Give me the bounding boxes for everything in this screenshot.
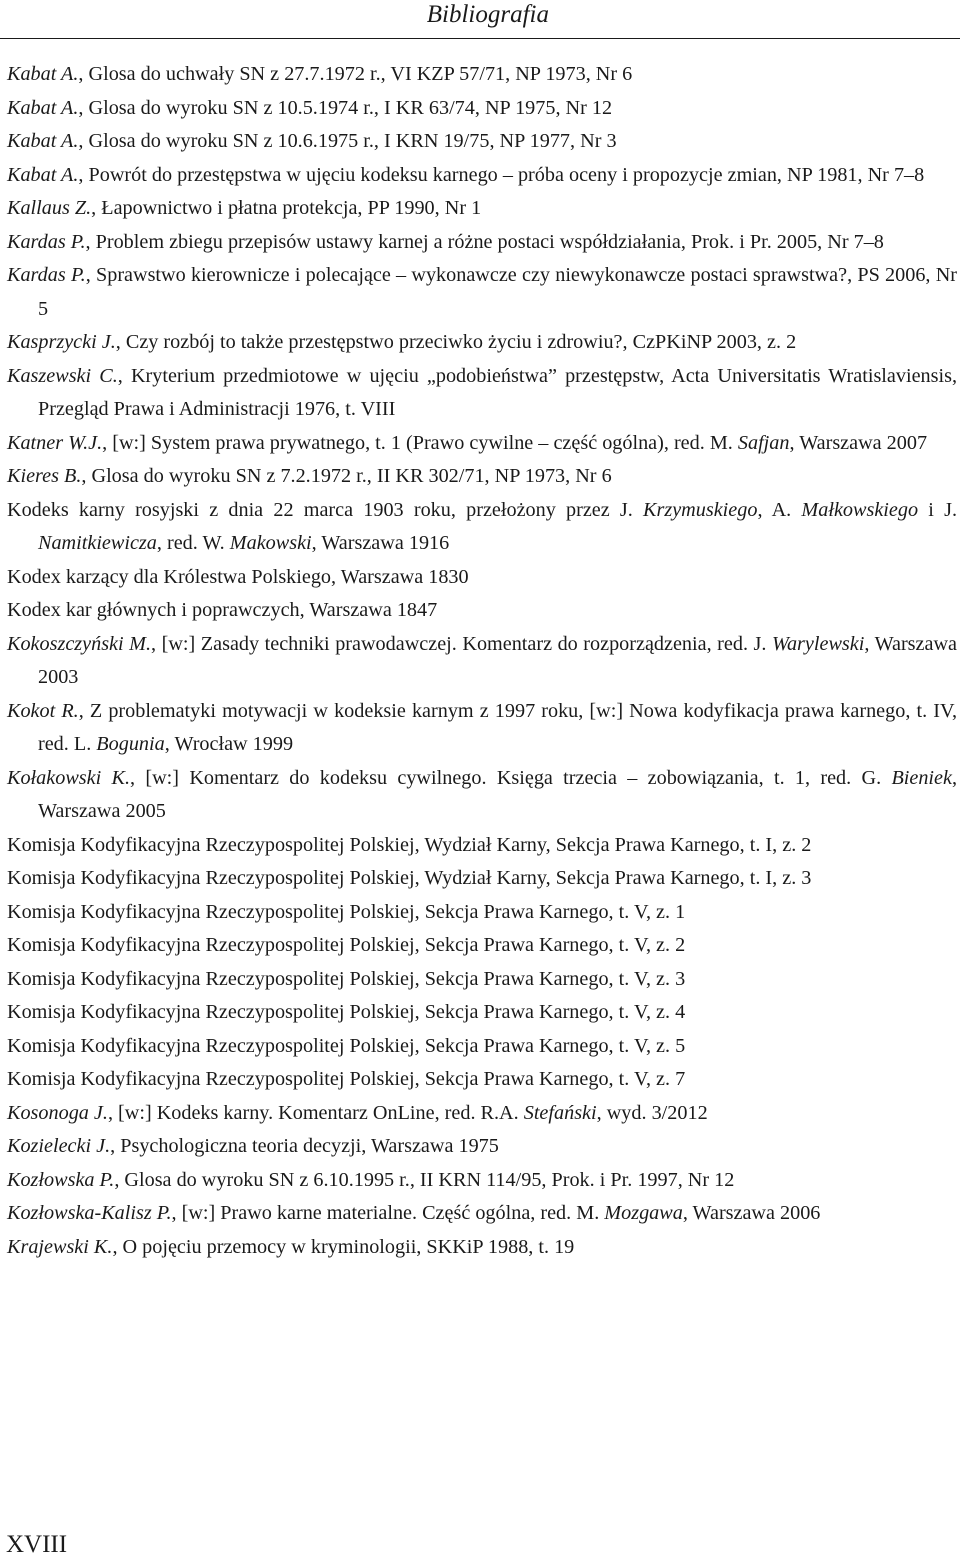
entry-text: , Z problematyki motywacji w kodeksie karnym z 1997 roku, [w:] Nowa kodyfikacja prawa karnego, t. IV, red. L.: [38, 699, 957, 755]
entry-text: , Glosa do wyroku SN z 6.10.1995 r., II KRN 114/95, Prok. i Pr. 1997, Nr 12: [114, 1168, 735, 1191]
entry-text: Komisja Kodyfikacyjna Rzeczypospolitej Polskiej, Sekcja Prawa Karnego, t. V, z. 4: [7, 1001, 686, 1023]
entry-text: , Warszawa 2006: [682, 1202, 821, 1224]
entry-text: , Łapownictwo i płatna protekcja, PP 1990, Nr 1: [91, 197, 482, 219]
entry-author-or-editor: Kabat A.: [7, 163, 79, 186]
entry-author-or-editor: Makowski: [229, 532, 312, 554]
entry-text: , Powrót do przestępstwa w ujęciu kodeksu karnego – próba oceny i propozycje zmian, NP 1981, Nr 7–8: [78, 163, 925, 186]
entry-text: Komisja Kodyfikacyjna Rzeczypospolitej Polskiej, Sekcja Prawa Karnego, t. V, z. 7: [7, 1068, 686, 1090]
entry-text: Komisja Kodyfikacyjna Rzeczypospolitej Polskiej, Wydział Karny, Sekcja Prawa Karnego, t. I, z. 2: [7, 833, 812, 856]
entry-author-or-editor: Kokoszczyński M.: [7, 632, 152, 655]
bibliography-entry: [7, 159, 957, 193]
bibliography-entry: [7, 862, 957, 896]
running-head: [0, 0, 960, 42]
bibliography-entry: [7, 92, 957, 126]
entry-author-or-editor: Kokot R.: [7, 699, 79, 722]
entry-text: , Czy rozbój to także przestępstwo przeciwko życiu i zdrowiu?, CzPKiNP 2003, z. 2: [115, 331, 797, 353]
bibliography-entry: [7, 963, 957, 997]
bibliography-list: [7, 58, 957, 1264]
bibliography-entry: [7, 594, 957, 628]
bibliography-entry: [7, 460, 957, 494]
header-rule: [0, 38, 960, 39]
bibliography-entry: [7, 1097, 957, 1131]
entry-author-or-editor: Kołakowski K.: [7, 766, 131, 789]
entry-text: Komisja Kodyfikacyjna Rzeczypospolitej Polskiej, Sekcja Prawa Karnego, t. V, z. 1: [7, 900, 686, 923]
entry-text: i J.: [918, 498, 957, 521]
entry-author-or-editor: Bieniek: [891, 766, 952, 789]
bibliography-entry: [7, 326, 957, 360]
entry-text: Kodeks karny rosyjski z dnia 22 marca 1903 roku, przełożony przez J.: [7, 498, 644, 521]
entry-text: , [w:] System prawa prywatnego, t. 1 (Prawo cywilne – część ogólna), red. M.: [102, 431, 738, 454]
entry-author-or-editor: Mozgawa: [604, 1202, 683, 1224]
entry-text: , [w:] Kodeks karny. Komentarz OnLine, red. R.A.: [107, 1101, 524, 1124]
bibliography-entry: [7, 561, 957, 595]
entry-author-or-editor: Kasprzycki J.: [7, 331, 116, 353]
entry-author-or-editor: Krzymuskiego: [643, 498, 758, 521]
bibliography-entry: [7, 1063, 957, 1097]
bibliography-entry: [7, 226, 957, 260]
entry-author-or-editor: Kozielecki J.: [7, 1135, 111, 1157]
bibliography-entry: [7, 628, 957, 695]
entry-author-or-editor: Warylewski: [772, 632, 865, 655]
entry-text: Kodex kar głównych i poprawczych, Warszawa 1847: [7, 599, 438, 621]
entry-text: , Glosa do uchwały SN z 27.7.1972 r., VI KZP 57/71, NP 1973, Nr 6: [78, 63, 633, 85]
entry-text: , O pojęciu przemocy w kryminologii, SKKiP 1988, t. 19: [112, 1235, 575, 1258]
bibliography-entry: [7, 1164, 957, 1198]
bibliography-entry: [7, 58, 957, 92]
entry-text: , [w:] Prawo karne materialne. Część ogólna, red. M.: [171, 1202, 605, 1224]
bibliography-entry: [7, 695, 957, 762]
entry-author-or-editor: Kabat A.: [7, 96, 79, 119]
bibliography-entry: [7, 192, 957, 226]
entry-text: , Glosa do wyroku SN z 10.6.1975 r., I KRN 19/75, NP 1977, Nr 3: [78, 130, 617, 152]
bibliography-entry: [7, 762, 957, 829]
entry-text: , Kryterium przedmiotowe w ujęciu „podobieństwa” przestępstw, Acta Universitatis Wratislaviensis, Przegląd Prawa i Administracji 1976, t. VIII: [38, 364, 957, 420]
entry-author-or-editor: Kozłowska-Kalisz P.: [7, 1202, 172, 1224]
entry-text: Komisja Kodyfikacyjna Rzeczypospolitej Polskiej, Sekcja Prawa Karnego, t. V, z. 5: [7, 1034, 686, 1057]
entry-text: , Wrocław 1999: [164, 733, 294, 755]
entry-text: Komisja Kodyfikacyjna Rzeczypospolitej Polskiej, Wydział Karny, Sekcja Prawa Karnego, t. I, z. 3: [7, 867, 812, 889]
entry-text: Kodex karzący dla Królestwa Polskiego, Warszawa 1830: [7, 565, 469, 588]
entry-text: , Problem zbiegu przepisów ustawy karnej a różne postaci współdziałania, Prok. i Pr. 2005, Nr 7–8: [85, 230, 884, 253]
bibliography-entry: [7, 996, 957, 1030]
entry-author-or-editor: Kabat A.: [7, 130, 79, 152]
entry-author-or-editor: Kardas P.: [7, 264, 86, 286]
entry-author-or-editor: Kallaus Z.: [7, 197, 92, 219]
entry-author-or-editor: Kozłowska P.: [7, 1168, 115, 1191]
entry-author-or-editor: Kieres B.: [7, 465, 82, 487]
entry-text: , A.: [757, 498, 802, 521]
entry-author-or-editor: Safjan: [737, 431, 790, 454]
entry-author-or-editor: Małkowskiego: [801, 498, 919, 521]
bibliography-entry: [7, 896, 957, 930]
bibliography-entry: [7, 427, 957, 461]
bibliography-entry: [7, 125, 957, 159]
entry-author-or-editor: Kaszewski C.: [7, 364, 118, 387]
entry-author-or-editor: Katner W.J.: [7, 431, 103, 454]
entry-text: , wyd. 3/2012: [596, 1101, 708, 1124]
entry-author-or-editor: Krajewski K.: [7, 1235, 113, 1258]
entry-author-or-editor: Kabat A.: [7, 63, 79, 85]
entry-author-or-editor: Namitkiewicza: [38, 532, 157, 554]
entry-text: , Glosa do wyroku SN z 7.2.1972 r., II KR 302/71, NP 1973, Nr 6: [81, 465, 612, 487]
bibliography-entry: [7, 1030, 957, 1064]
entry-text: , red. W.: [156, 532, 230, 554]
entry-text: , Psychologiczna teoria decyzji, Warszawa 1975: [110, 1135, 499, 1157]
entry-text: , Warszawa 2005: [38, 766, 958, 822]
entry-author-or-editor: Bogunia: [96, 733, 165, 755]
entry-text: Komisja Kodyfikacyjna Rzeczypospolitej Polskiej, Sekcja Prawa Karnego, t. V, z. 2: [7, 934, 686, 956]
bibliography-entry: [7, 929, 957, 963]
bibliography-entry: [7, 1130, 957, 1164]
entry-text: , [w:] Komentarz do kodeksu cywilnego. Księga trzecia – zobowiązania, t. 1, red. G.: [130, 766, 892, 789]
entry-author-or-editor: Kosonoga J.: [7, 1101, 108, 1124]
bibliography-entry: [7, 259, 957, 326]
entry-text: , Sprawstwo kierownicze i polecające – wykonawcze czy niewykonawcze postaci sprawstwa?, PS 2006, Nr 5: [38, 264, 958, 320]
entry-text: , Warszawa 1916: [311, 532, 450, 554]
entry-author-or-editor: Stefański: [523, 1101, 597, 1124]
entry-text: , [w:] Zasady techniki prawodawczej. Komentarz do rozporządzenia, red. J.: [151, 632, 772, 655]
bibliography-entry: [7, 494, 957, 561]
entry-text: , Glosa do wyroku SN z 10.5.1974 r., I KR 63/74, NP 1975, Nr 12: [78, 96, 613, 119]
bibliography-entry: [7, 1197, 957, 1231]
page-title: Bibliografia: [426, 1, 549, 28]
entry-text: , Warszawa 2003: [38, 632, 958, 688]
entry-text: , Warszawa 2007: [789, 431, 928, 454]
entry-text: Komisja Kodyfikacyjna Rzeczypospolitej Polskiej, Sekcja Prawa Karnego, t. V, z. 3: [7, 967, 686, 990]
page-number: XVIII: [6, 1531, 68, 1558]
entry-author-or-editor: Kardas P.: [7, 230, 86, 253]
bibliography-entry: [7, 1231, 957, 1265]
bibliography-entry: [7, 360, 957, 427]
bibliography-entry: [7, 829, 957, 863]
